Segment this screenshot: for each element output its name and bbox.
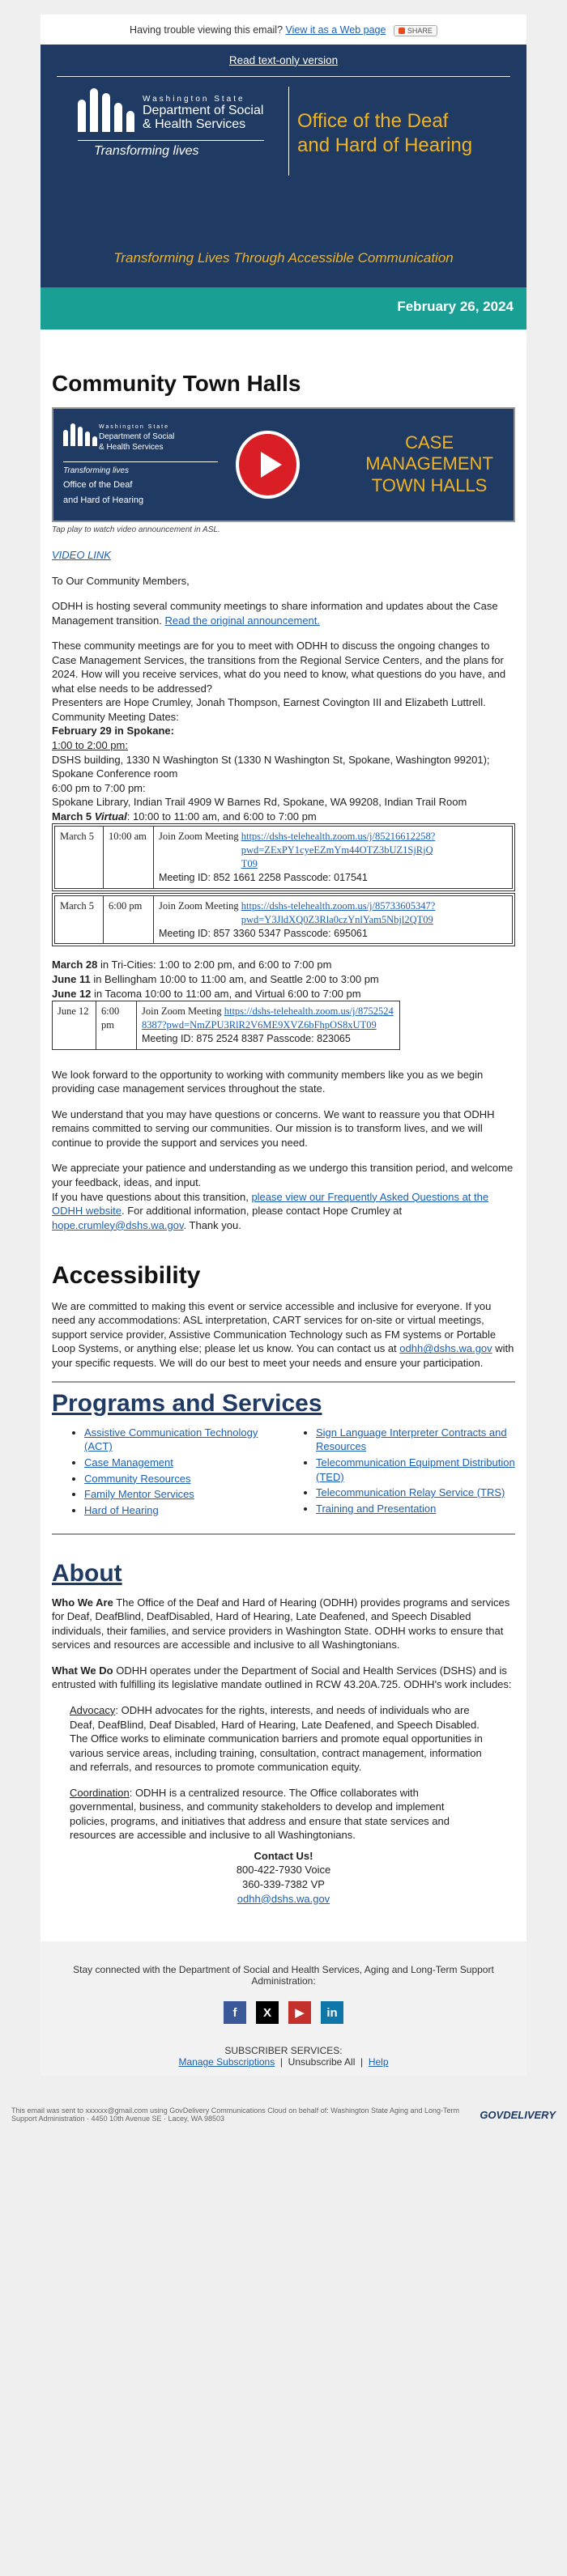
govdelivery-logo[interactable]: GOVDELIVERY: [480, 2108, 556, 2121]
header-banner: [40, 45, 526, 329]
accessibility-title: Accessibility: [52, 1262, 201, 1290]
office-line-2: and Hard of Hearing: [297, 134, 473, 156]
date-banner: February 26, 2024: [40, 287, 526, 329]
programs-list: [52, 1426, 515, 1519]
what-label: What We Do: [52, 1664, 113, 1677]
program-link[interactable]: Assistive Communication Technology (ACT): [84, 1426, 258, 1453]
meeting-id: Meeting ID: 852 1661 2258 Passcode: 017541: [159, 871, 368, 883]
intro-text: ODHH is hosting several community meetings to share information and updates about the Case Management transition.: [52, 600, 498, 627]
share-button[interactable]: [394, 25, 437, 36]
vp-phone: 360-339-7382 VP: [242, 1877, 325, 1890]
faq-link[interactable]: please view our Frequently Asked Questions at the ODHH website: [52, 1190, 489, 1218]
jun12-label: June 12: [52, 987, 92, 1000]
video-thumbnail[interactable]: [52, 407, 515, 522]
mar5-times: : 10:00 to 11:00 am, and 6:00 to 7:00 pm: [126, 810, 317, 823]
footer: [40, 1941, 526, 2076]
cell-date: June 12: [53, 1001, 96, 1050]
more-dates: [52, 958, 515, 1001]
para-contact-c: . Thank you.: [183, 1218, 241, 1231]
office-name: [288, 87, 472, 176]
video-logo-transforming: Transforming lives: [63, 461, 218, 477]
preheader: [40, 15, 526, 45]
table-row: [53, 1001, 400, 1050]
email-container: [40, 45, 526, 2076]
hope-email-link[interactable]: hope.crumley@dshs.wa.gov: [52, 1218, 184, 1231]
join-zoom-label: Join Zoom Meeting: [159, 899, 239, 912]
about-title[interactable]: About: [52, 1560, 122, 1588]
who-we-are: [52, 1596, 515, 1652]
tagline: Transforming Lives Through Accessible Communication: [113, 249, 454, 266]
disclaimer: This email was sent to xxxxxx@gmail.com using GovDelivery Communications Cloud on behalf of: Washington State Aging and Long-Term Support Administration · 4450 10th Avenue SE · Lacey, WA 98503: [11, 2106, 460, 2123]
contact-block: [52, 1849, 515, 1906]
video-logo-office-1: Office of the Deaf: [63, 480, 133, 491]
logo-state: Washington State: [143, 94, 245, 104]
who-text: The Office of the Deaf and Hard of Hearing (ODHH) provides programs and services for Deaf, DeafBlind, DeafDisabled, Hard of Hearing, Late Deafened, and Speech Disabled individuals, their families, and service providers in Washington State. ODHH works to ensure that services and resources are accessible and inclusive to all Washingtonians.: [52, 1596, 510, 1651]
share-icon: [399, 28, 405, 34]
text-only-link[interactable]: Read text-only version: [228, 53, 339, 66]
jun12-text: in Tacoma 10:00 to 11:00 am, and Virtual 6:00 to 7:00 pm: [91, 987, 361, 1000]
youtube-icon[interactable]: ▶: [288, 2001, 311, 2024]
zoom-link[interactable]: https://dshs-telehealth.zoom.us/j/87525248387?pwd=NmZPU3RlR2V6ME9XVZ6bFhpOS8xUT09: [142, 1005, 394, 1031]
cell-time: 10:00 am: [104, 827, 154, 889]
para-contact: [52, 1190, 515, 1233]
mar28-text: in Tri-Cities: 1:00 to 2:00 pm, and 6:00 to 7:00 pm: [97, 959, 332, 971]
contact-title: Contact Us!: [254, 1849, 313, 1862]
feb29-time-1: 1:00 to 2:00 pm:: [52, 739, 128, 752]
programs-title[interactable]: Programs and Services: [52, 1390, 322, 1418]
help-link[interactable]: Help: [368, 2056, 389, 2068]
program-link[interactable]: Community Resources: [84, 1472, 191, 1485]
cell-date: March 5: [55, 827, 104, 889]
program-link[interactable]: Training and Presentation: [316, 1502, 437, 1515]
social-links: [73, 2001, 494, 2024]
jun11-label: June 11: [52, 972, 91, 985]
video-banner-text: [345, 432, 514, 496]
video-caption: Tap play to watch video announcement in ASL.: [52, 525, 220, 534]
para-details: These community meetings are for you to meet with ODHH to discuss the ongoing changes to Case Management Services, the transitions from the Regional Service Centers, and the plans for 2024. How will you receive services, what do you need to know, what questions do you have, and what else needs to be addressed?: [52, 640, 506, 695]
para-appreciate: We appreciate your patience and understanding as we undergo this transition period, and welcome your feedback, ideas, and input.: [52, 1162, 514, 1188]
advocacy-label: Advocacy: [70, 1703, 116, 1716]
main-content: [40, 329, 526, 1914]
subscriber-services: SUBSCRIBER SERVICES:: [224, 2045, 343, 2057]
program-link[interactable]: Case Management: [84, 1456, 173, 1469]
video-link[interactable]: VIDEO LINK: [52, 549, 111, 561]
table-row: [55, 827, 513, 889]
what-text: ODHH operates under the Department of Social and Health Services (DSHS) and is entrusted with fulfilling its legislative mandate outlined in RCW 43.20A.725. ODHH's work includes:: [52, 1664, 512, 1691]
odhh-email-link[interactable]: odhh@dshs.wa.gov: [399, 1342, 492, 1355]
accessibility-text: [52, 1299, 515, 1371]
who-label: Who We Are: [52, 1596, 113, 1609]
coordination-label: Coordination: [70, 1786, 130, 1799]
page-title: Community Town Halls: [52, 370, 301, 396]
para-forward: We look forward to the opportunity to working with community members like you as we begin providing case management services throughout the state.: [52, 1068, 484, 1095]
voice-phone: 800-422-7930 Voice: [236, 1864, 331, 1877]
cell-time: 6:00 pm: [104, 895, 154, 944]
advocacy: [70, 1703, 483, 1775]
video-logo-dept-1: Department of Social: [99, 431, 175, 441]
stay-connected: Stay connected with the Department of Social and Health Services, Aging and Long-Term Support Administration:: [73, 1964, 494, 1987]
play-icon[interactable]: [239, 434, 296, 495]
contact-email-link[interactable]: odhh@dshs.wa.gov: [237, 1892, 330, 1905]
logo: [57, 87, 510, 216]
table-row: [55, 895, 513, 944]
accessibility-text-b: with your specific requests. We will do our best to meet your needs and ensure your participation.: [52, 1342, 514, 1369]
intro: [52, 599, 515, 627]
program-link[interactable]: Hard of Hearing: [84, 1503, 159, 1516]
meeting-id: Meeting ID: 857 3360 5347 Passcode: 695061: [159, 927, 368, 939]
feb29-time-2: 6:00 pm to 7:00 pm:: [52, 781, 146, 794]
feb29-location-2: Spokane Library, Indian Trail 4909 W Barnes Rd, Spokane, WA 99208, Indian Trail Room: [52, 796, 467, 809]
web-version-link[interactable]: View it as a Web page: [285, 24, 386, 36]
video-logo-office-2: and Hard of Hearing: [63, 495, 144, 505]
office-line-1: Office of the Deaf: [297, 109, 449, 132]
facebook-icon[interactable]: f: [224, 2001, 246, 2024]
zoom-link[interactable]: https://dshs-telehealth.zoom.us/j/85216612258?pwd=ZExPY1cyeEZmYm44OTZ3bUZ1SjRjQT09: [241, 831, 436, 870]
para-contact-a: If you have questions about this transition,: [52, 1190, 252, 1203]
coordination-text: : ODHH is a centralized resource. The Office collaborates with governmental, business, and community stakeholders to develop and implement policies, programs, and initiatives that address and ensure that state services and resources are accessible and inclusive to all Washingtonians.: [70, 1786, 450, 1842]
logo-transforming: Transforming lives: [94, 143, 199, 158]
accessibility-text-a: We are committed to making this event or service accessible and inclusive for everyone. If you need any accommodations: ASL interpretation, CART services for on-site or virtual meetings, support service provider, Assistive Communication Technology such as FM systems or Portable Loop Systems, or anything else; please let us know. You can contact us at: [52, 1299, 497, 1355]
mar28-label: March 28: [52, 959, 98, 971]
advocacy-text: : ODHH advocates for the rights, interests, and needs of individuals who are Deaf, DeafBlind, Deaf Disabled, Hard of Hearing, Late Deafened, and Speech Disabled. The Office works to eliminate communication barriers and promote equal opportunities in various service areas, including training, consultation, contract management, information and referrals, and resources to promote communication equity.: [70, 1703, 483, 1774]
para-contact-b: . For additional information, please contact Hope Crumley at: [121, 1205, 403, 1218]
divider: [52, 1381, 515, 1383]
meeting-id: Meeting ID: 875 2524 8387 Passcode: 823065: [142, 1032, 351, 1044]
join-zoom-label: Join Zoom Meeting: [159, 831, 239, 843]
program-link[interactable]: Sign Language Interpreter Contracts and Resources: [316, 1426, 507, 1453]
mar5-label: March 5: [52, 810, 92, 823]
manage-subscriptions-link[interactable]: Manage Subscriptions: [178, 2056, 275, 2068]
zoom-link[interactable]: https://dshs-telehealth.zoom.us/j/85733605347?pwd=Y3JldXQ0Z3Rla0czYnlYam5Nbjl2QT09: [241, 899, 436, 925]
share-label: SHARE: [407, 26, 433, 35]
coordination: [70, 1786, 483, 1843]
presenters: Presenters are Hope Crumley, Jonah Thompson, Earnest Covington III and Elizabeth Luttrell.: [52, 696, 486, 709]
bottom-bar: [0, 2097, 567, 2132]
greeting: To Our Community Members,: [52, 574, 190, 587]
program-link[interactable]: Family Mentor Services: [84, 1488, 194, 1501]
march-meeting-table: [52, 823, 515, 891]
feb29-location-1: DSHS building, 1330 N Washington St (1330 N Washington St, Spokane, Washington 99201); Spokane Conference room: [52, 753, 490, 780]
join-zoom-label: Join Zoom Meeting: [142, 1005, 222, 1018]
para-reassure: We understand that you may have questions or concerns. We want to reassure you that ODHH remains committed to serving our communities. Our mission is to transform lives, and we will continue to provide the support and services you need.: [52, 1107, 495, 1149]
dates-heading: Community Meeting Dates:: [52, 710, 179, 723]
banner-line-2: TOWN HALLS: [371, 474, 488, 495]
video-logo-dept-2: & Health Services: [99, 443, 164, 453]
june-meeting-table: [52, 1001, 400, 1050]
announcement-link[interactable]: Read the original announcement.: [164, 614, 321, 627]
preheader-text: Having trouble viewing this email?: [130, 24, 284, 36]
program-link[interactable]: Telecommunication Relay Service (TRS): [316, 1486, 505, 1499]
what-we-do: [52, 1664, 515, 1692]
video-logo-state: Washington State: [99, 424, 169, 431]
cell-time: 6:00 pm: [96, 1001, 137, 1050]
mar5-virtual: Virtual: [94, 810, 127, 823]
march-meeting-table: [52, 893, 515, 947]
program-link[interactable]: Telecommunication Equipment Distribution (TED): [316, 1456, 515, 1483]
cell-date: March 5: [55, 895, 104, 944]
jun11-text: in Bellingham 10:00 to 11:00 am, and Seattle 2:00 to 3:00 pm: [90, 972, 379, 985]
linkedin-icon[interactable]: in: [321, 2001, 343, 2024]
meeting-details: [52, 639, 515, 823]
feb29-place: in Spokane:: [111, 725, 174, 738]
feb29-label: February 29: [52, 725, 112, 738]
divider: [52, 1533, 515, 1535]
banner-line-1: CASE MANAGEMENT: [365, 431, 493, 474]
unsubscribe-link[interactable]: Unsubscribe All: [288, 2056, 356, 2068]
x-twitter-icon[interactable]: X: [256, 2001, 279, 2024]
logo-dept-1: Department of Social: [143, 103, 264, 117]
subscription-links: Manage Subscriptions | Unsubscribe All | Help: [178, 2056, 389, 2068]
divider: [57, 76, 510, 77]
logo-dept-2: & Health Services: [143, 117, 246, 132]
